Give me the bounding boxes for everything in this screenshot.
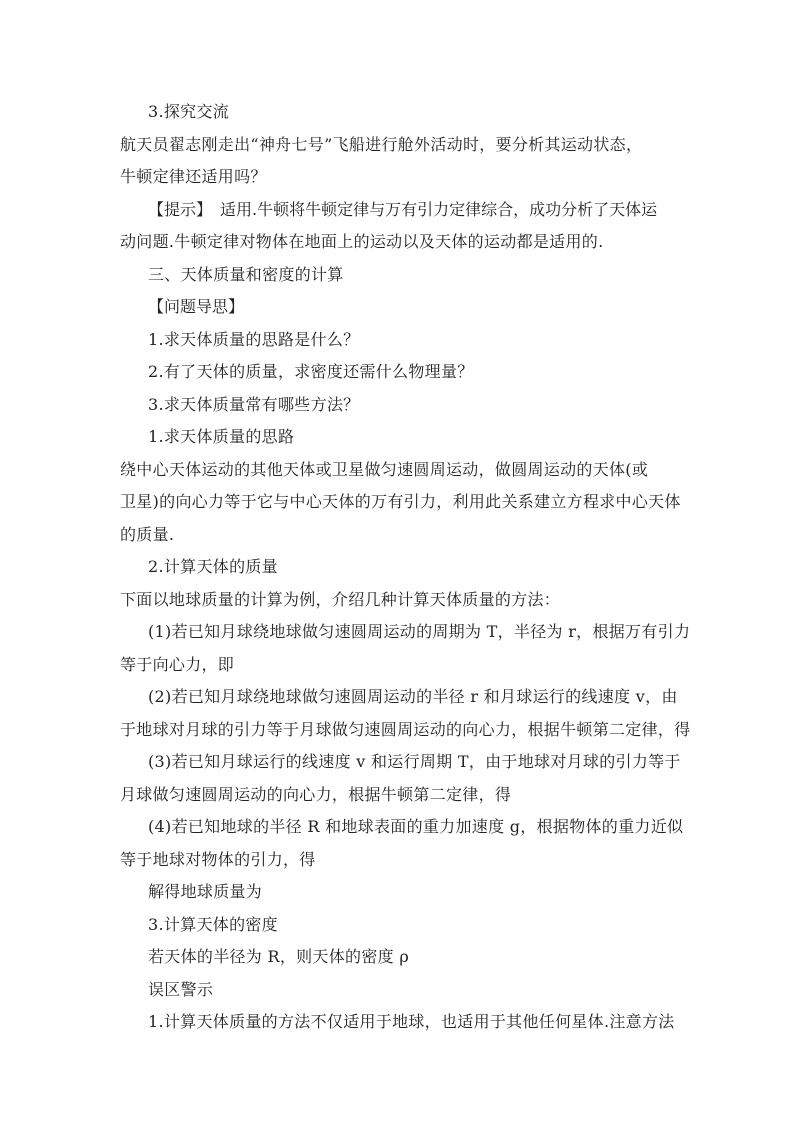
paragraph-line: 月球做匀速圆周运动的向心力，根据牛顿第二定律，得: [120, 785, 512, 804]
paragraph-line: 的质量.: [120, 525, 175, 544]
question-item: 1.求天体质量的思路是什么？: [148, 330, 360, 349]
question-item: 2.有了天体的质量，求密度还需什么物理量？: [148, 362, 474, 381]
paragraph-line: 于地球对月球的引力等于月球做匀速圆周运动的向心力，根据牛顿第二定律，得: [120, 720, 691, 739]
paragraph-line: 等于向心力，即: [120, 655, 235, 674]
paragraph-line: 解得地球质量为: [148, 882, 263, 901]
hint-line: 【提示】 适用.牛顿将牛顿定律与万有引力定律综合，成功分析了天体运: [148, 200, 658, 219]
method-item: (3)若已知月球运行的线速度 v 和运行周期 T，由于地球对月球的引力等于: [148, 752, 681, 771]
method-item: (4)若已知地球的半径 R 和地球表面的重力加速度 g，根据物体的重力近似: [148, 817, 684, 836]
paragraph-line: 动问题.牛顿定律对物体在地面上的运动以及天体的运动都是适用的.: [120, 232, 604, 251]
paragraph-line: 若天体的半径为 R，则天体的密度 ρ: [148, 947, 410, 966]
question-item: 3.求天体质量常有哪些方法？: [148, 395, 360, 414]
heading-exploration-exchange: 3.探究交流: [148, 102, 230, 121]
method-item: (1)若已知月球绕地球做匀速圆周运动的周期为 T，半径为 r，根据万有引力: [148, 622, 691, 641]
paragraph-line: 航天员翟志刚走出“神舟七号”飞船进行舱外活动时，要分析其运动状态，: [120, 135, 643, 154]
paragraph-line: 1.计算天体质量的方法不仅适用于地球，也适用于其他任何星体.注意方法: [148, 1012, 675, 1031]
subheading-compute-density: 3.计算天体的密度: [148, 915, 278, 934]
heading-common-mistakes: 误区警示: [148, 980, 214, 999]
method-item: (2)若已知月球绕地球做匀速圆周运动的半径 r 和月球运行的线速度 v，由: [148, 687, 678, 706]
paragraph-line: 卫星)的向心力等于它与中心天体的万有引力，利用此关系建立方程求中心天体: [120, 492, 681, 511]
paragraph-line: 牛顿定律还适用吗？: [120, 167, 267, 186]
paragraph-line: 下面以地球质量的计算为例，介绍几种计算天体质量的方法：: [120, 590, 561, 609]
paragraph-line: 等于地球对物体的引力，得: [120, 850, 316, 869]
paragraph-line: 绕中心天体运动的其他天体或卫星做匀速圆周运动，做圆周运动的天体(或: [120, 460, 649, 479]
section-heading-mass-density: 三、天体质量和密度的计算: [148, 265, 344, 284]
subheading-compute-mass: 2.计算天体的质量: [148, 557, 278, 576]
heading-guided-questions: 【问题导思】: [148, 297, 245, 316]
subheading-mass-approach: 1.求天体质量的思路: [148, 427, 295, 446]
